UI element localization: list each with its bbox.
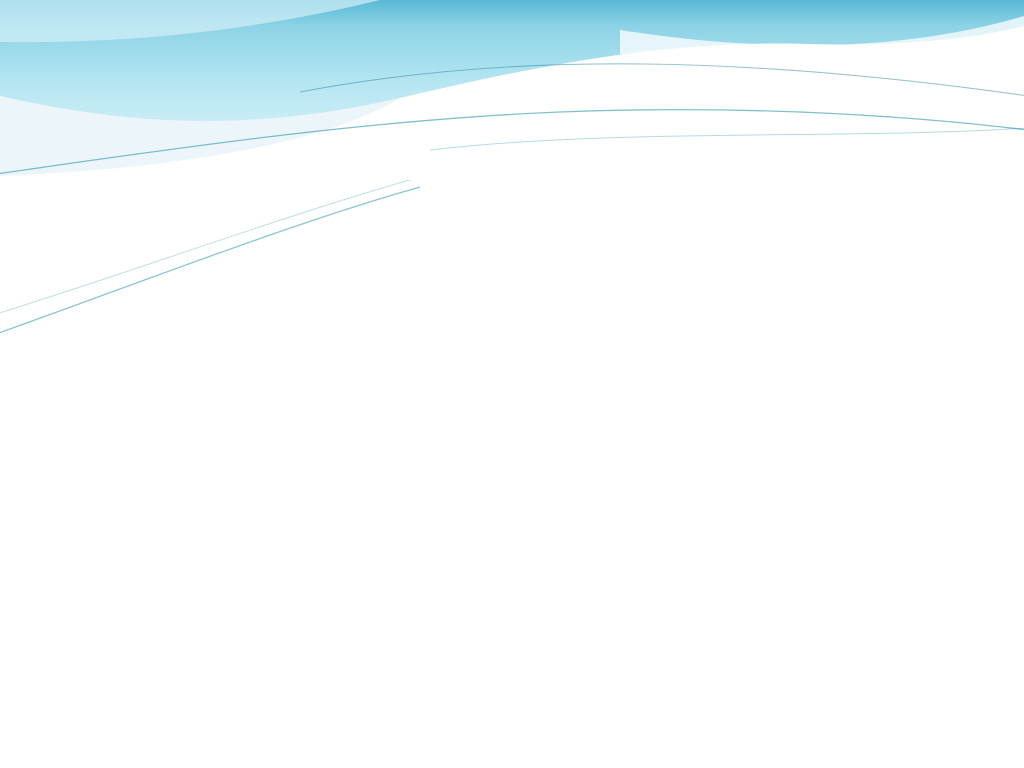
line-chart [175,195,865,695]
banner-wave-art [0,0,1024,180]
